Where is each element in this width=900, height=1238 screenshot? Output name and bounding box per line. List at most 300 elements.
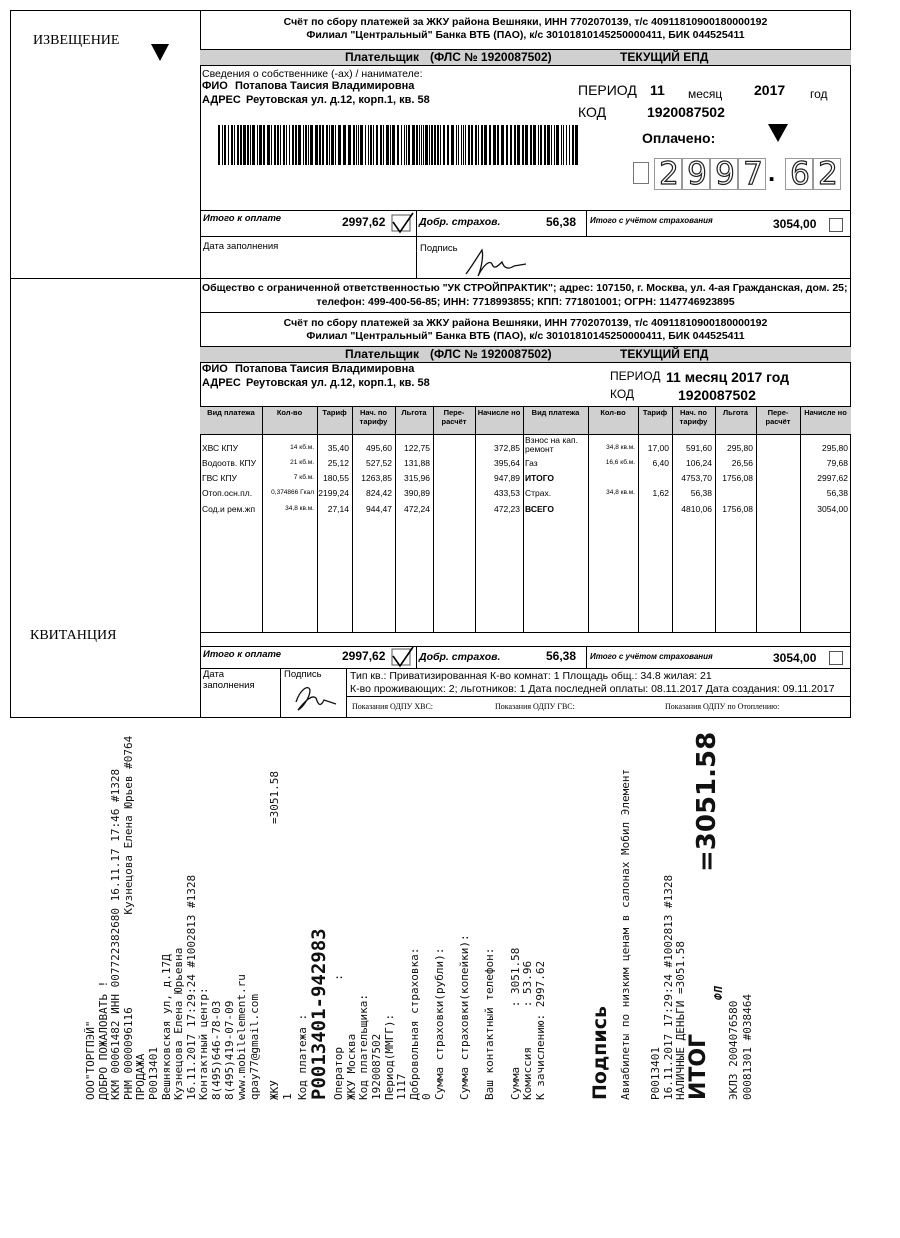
receipt-period-value: 11 месяц 2017 год	[666, 369, 790, 385]
table-column-divider	[262, 406, 263, 632]
table-column-divider	[800, 406, 801, 632]
barcode-bar	[530, 125, 532, 165]
table-cell-tariff: 25,12	[327, 458, 349, 468]
cash-receipt-line: 8(495)646-78-03	[210, 1000, 223, 1100]
cash-receipt-ad: Авиабилеты по низким ценам в салонах Мобил Элемент	[619, 768, 632, 1100]
barcode-bar	[475, 125, 477, 165]
cash-receipt-line: 16.11.2017 17:29:24 #1002813 #1328	[184, 874, 198, 1100]
table-column-divider	[672, 406, 673, 632]
receipt-code-value: 1920087502	[678, 387, 756, 403]
table-cell-name: Водоотв. КПУ	[202, 458, 257, 468]
cash-receipt-detail: ЖКУ Москва	[344, 1033, 358, 1100]
table-cell-qty: 16,6 кб.м.	[605, 459, 635, 466]
barcode-bar	[514, 125, 516, 165]
table-header-cell: Льгота	[722, 408, 749, 417]
table-header-cell: Кол-во	[276, 408, 303, 417]
table-border	[200, 632, 851, 633]
barcode-bar	[224, 125, 226, 165]
barcode-bar	[506, 125, 508, 165]
table-cell-benefit: 295,80	[727, 443, 753, 453]
barcode-bar	[280, 125, 281, 165]
receipt-total-value: 2997,62	[342, 649, 386, 663]
divider	[200, 236, 851, 237]
table-cell-accrued: 824,42	[366, 488, 392, 498]
table-cell-charged: 395,64	[494, 458, 520, 468]
barcode-bar	[348, 125, 351, 165]
table-cell-benefit: 26,56	[731, 458, 753, 468]
fio-label: ФИО	[202, 80, 228, 92]
barcode-bar	[468, 125, 470, 165]
barcode-bar	[463, 125, 464, 165]
barcode-bar	[443, 125, 445, 165]
cash-receipt-detail: Добровольная страховка:	[407, 947, 421, 1100]
cash-receipt-jku-qty: 1	[281, 1093, 294, 1100]
cash-receipt-line: 8(495)419-07-09	[222, 1000, 236, 1100]
barcode-bar	[331, 125, 334, 165]
cash-receipt-line: Контактный центр:	[197, 987, 211, 1100]
checkbox	[829, 651, 843, 665]
table-cell-qty: 7 кб.м.	[293, 474, 314, 481]
barcode-bar	[295, 125, 297, 165]
cash-receipt-total-label: ИТОГ	[686, 1033, 711, 1100]
barcode-bar	[544, 125, 546, 165]
barcode-bar	[252, 125, 255, 165]
barcode-bar	[283, 125, 285, 165]
table-cell-charged: 372,85	[494, 443, 520, 453]
barcode-bar	[390, 125, 391, 165]
table-header-cell: Кол-во	[600, 408, 626, 417]
barcode-bar	[380, 125, 382, 165]
total-with-insurance-value: 3054,00	[773, 217, 817, 231]
barcode-bar	[569, 125, 570, 165]
divider	[200, 210, 851, 211]
barcode-bar	[358, 125, 359, 165]
period-label: ПЕРИОД	[578, 82, 637, 98]
cash-receipt-detail: Сумма : 3051.58	[508, 947, 522, 1100]
table-cell-accrued: 527,52	[366, 458, 392, 468]
receipt-payer-header: Плательщик	[345, 347, 419, 361]
barcode-bar	[429, 125, 430, 165]
paid-digit: 2	[659, 156, 679, 192]
barcode	[218, 125, 580, 165]
divider	[586, 210, 587, 236]
table-cell-tariff: 2199,24	[318, 488, 349, 498]
barcode-bar	[447, 125, 449, 165]
table-cell-name: ВСЕГО	[525, 504, 554, 514]
barcode-bar	[556, 125, 559, 165]
barcode-bar	[231, 125, 233, 165]
barcode-bar	[489, 125, 491, 165]
signature-image	[290, 682, 340, 714]
barcode-bar	[222, 125, 223, 165]
barcode-bar	[383, 125, 384, 165]
table-cell-name: Страх.	[525, 488, 552, 498]
charges-table	[200, 406, 851, 632]
divider	[200, 646, 851, 647]
barcode-bar	[335, 125, 336, 165]
table-border	[200, 406, 851, 407]
barcode-bar	[538, 125, 539, 165]
table-cell-tariff: 6,40	[652, 458, 669, 468]
cash-receipt-code: P0013401-942983	[308, 928, 331, 1100]
table-cell-qty: 34,8 кв.м.	[606, 489, 635, 496]
barcode-bar	[322, 125, 324, 165]
barcode-bar	[228, 125, 229, 165]
barcode-bar	[259, 125, 262, 165]
current-epd: ТЕКУЩИЙ ЕПД	[620, 50, 709, 64]
table-cell-tariff: 1,62	[652, 488, 669, 498]
table-cell-accrued: 56,38	[690, 488, 712, 498]
table-cell-accrued: 1263,85	[361, 473, 392, 483]
table-header-cell: Тариф	[642, 408, 668, 417]
barcode-bar	[319, 125, 321, 165]
barcode-bar	[243, 125, 246, 165]
receipt-fio-value: Потапова Таисия Владимировна	[235, 363, 415, 375]
paid-digit: 9	[687, 156, 707, 192]
barcode-bar	[551, 125, 552, 165]
cash-receipt-line: ДОБРО ПОЖАЛОВАТЬ !	[96, 980, 110, 1100]
barcode-bar	[303, 125, 304, 165]
barcode-bar	[478, 125, 479, 165]
barcode-bar	[240, 125, 242, 165]
barcode-bar	[540, 125, 542, 165]
table-header-cell: Вид платежа	[531, 408, 580, 417]
cash-receipt-detail: Комиссия : 53.96	[521, 960, 535, 1100]
month-label: месяц	[688, 87, 723, 101]
barcode-bar	[247, 125, 249, 165]
bank-line-1: Счёт по сбору платежей за ЖКУ района Вешняки, ИНН 7702070139, т/с 40911810900180000192	[283, 16, 768, 28]
barcode-bar	[376, 125, 378, 165]
address-value: Реутовская ул. д.12, корп.1, кв. 58	[246, 94, 430, 106]
code-label: КОД	[578, 104, 607, 120]
table-header-cell: Вид платежа	[207, 408, 255, 417]
barcode-bar	[493, 125, 496, 165]
signature-label: Подпись	[420, 243, 458, 254]
cash-receipt-line: qpay77@gmail.com	[247, 994, 261, 1100]
barcode-bar	[271, 125, 272, 165]
barcode-bar	[416, 125, 418, 165]
barcode-bar	[274, 125, 276, 165]
barcode-bar	[386, 125, 389, 165]
barcode-bar	[368, 125, 369, 165]
barcode-bar	[397, 125, 399, 165]
barcode-bar	[365, 125, 366, 165]
receipt-address-label: АДРЕС	[202, 377, 241, 389]
checkbox	[829, 218, 843, 232]
table-cell-tariff: 17,00	[647, 443, 669, 453]
table-cell-accrued: 4810,06	[681, 504, 712, 514]
paid-digit: 6	[790, 156, 810, 192]
table-cell-charged: 947,89	[494, 473, 520, 483]
barcode-bar	[431, 125, 433, 165]
table-cell-name: Сод.и рем.жп	[202, 504, 256, 514]
barcode-bar	[343, 125, 346, 165]
cash-receipt-eklz-2: 00081301 #038464	[741, 994, 754, 1100]
receipt-insurance-value: 56,38	[546, 649, 577, 663]
arrow-down-icon	[151, 44, 169, 61]
divider	[200, 312, 851, 313]
cash-receipt-detail: Ваш контактный телефон:	[483, 947, 497, 1100]
barcode-bar	[419, 125, 420, 165]
cash-receipt-line: НАЛИЧНЫЕ ДЕНЬГИ =3051.58	[674, 941, 688, 1100]
cash-receipt-line: ООО"ТОРГПЭЙ"	[84, 1020, 97, 1100]
receipt-label: КВИТАНЦИЯ	[30, 628, 117, 643]
barcode-bar	[423, 125, 424, 165]
cash-receipt-detail: 0	[420, 1093, 434, 1100]
company-line-1: Общество с ограниченной ответственностью "УК СТРОЙПРАКТИК"; адрес: 107150, г. Москва, ул. 4-ая Гражданская, дом. 25;	[202, 282, 848, 294]
cash-receipt-line: РНМ 0000096116 Кузнецова Елена Юрьев #0764	[121, 735, 135, 1100]
odpu-heating: Показания ОДПУ по Отоплению:	[665, 702, 780, 711]
table-column-divider	[588, 406, 589, 632]
receipt-insurance-label: Добр. страхов.	[419, 651, 501, 663]
table-header-cell: Начисле но	[804, 408, 847, 417]
total-label: Итого к оплате	[203, 213, 282, 224]
table-column-divider	[475, 406, 476, 632]
paid-digit: 9	[715, 156, 735, 192]
cash-receipt-eklz: ЭКЛЗ 2004076580	[727, 1000, 740, 1100]
table-cell-name: ИТОГО	[525, 473, 555, 483]
barcode-bar	[218, 125, 220, 165]
signature-image	[462, 248, 532, 278]
paid-label: Оплачено:	[642, 130, 716, 146]
table-header-cell: Нач. по тарифу	[679, 408, 708, 426]
barcode-bar	[286, 125, 287, 165]
barcode-bar	[406, 125, 407, 165]
table-column-divider	[395, 406, 396, 632]
table-header-cell: Пере-расчёт	[765, 408, 791, 426]
barcode-bar	[440, 125, 441, 165]
table-cell-benefit: 315,96	[404, 473, 430, 483]
table-cell-benefit: 1756,08	[722, 504, 753, 514]
cash-receipt-detail: К зачислению: 2997.62	[533, 960, 547, 1100]
table-cell-charged: 3054,00	[817, 504, 848, 514]
table-column-divider	[523, 406, 524, 632]
table-cell-accrued: 106,24	[686, 458, 712, 468]
barcode-bar	[315, 125, 318, 165]
divider	[586, 646, 587, 668]
table-header-cell: Пере-расчёт	[441, 408, 467, 426]
barcode-bar	[292, 125, 294, 165]
barcode-bar	[404, 125, 405, 165]
barcode-bar	[481, 125, 483, 165]
receipt-signature-label: Подпись	[284, 669, 322, 680]
table-column-divider	[715, 406, 716, 632]
notice-label: ИЗВЕЩЕНИЕ	[33, 33, 120, 48]
receipt-bank-line-1: Счёт по сбору платежей за ЖКУ района Вешняки, ИНН 7702070139, т/с 40911810900180000192	[283, 317, 768, 329]
barcode-bar	[263, 125, 265, 165]
barcode-bar	[554, 125, 555, 165]
table-cell-benefit: 122,75	[404, 443, 430, 453]
paid-digit: 7	[743, 156, 763, 192]
insurance-label: Добр. страхов.	[419, 216, 501, 228]
divider	[416, 210, 417, 278]
year-label: год	[810, 87, 828, 101]
table-cell-qty: 34,8 кв.м.	[285, 505, 314, 512]
barcode-bar	[572, 125, 574, 165]
barcode-bar	[310, 125, 313, 165]
checkmark-icon	[390, 212, 414, 234]
table-cell-tariff: 27,14	[327, 504, 349, 514]
barcode-bar	[458, 125, 459, 165]
code-value: 1920087502	[647, 104, 725, 120]
barcode-bar	[522, 125, 524, 165]
barcode-bar	[461, 125, 462, 165]
barcode-bar	[360, 125, 363, 165]
table-column-divider	[638, 406, 639, 632]
barcode-bar	[525, 125, 528, 165]
odpu-hvs: Показания ОДПУ ХВС:	[352, 702, 433, 711]
cash-receipt-line: P0013401	[147, 1047, 160, 1100]
barcode-bar	[484, 125, 487, 165]
table-cell-accrued: 495,60	[366, 443, 392, 453]
checkmark-icon	[390, 646, 414, 668]
table-cell-benefit: 472,24	[404, 504, 430, 514]
receipt-fill-date-label: Дата заполнения	[203, 669, 255, 691]
payer-header: Плательщик	[345, 50, 419, 64]
table-cell-charged: 79,68	[826, 458, 848, 468]
barcode-bar	[510, 125, 512, 165]
cash-receipt-line: P0013401	[649, 1047, 662, 1100]
apartment-info-2: К-во проживающих: 2; льготников: 1 Дата последней оплаты: 08.11.2017 Дата создания: 09.11.2017	[350, 683, 835, 695]
table-cell-charged: 2997,62	[817, 473, 848, 483]
cash-receipt-detail: Сумма страховки(рубли):	[433, 947, 446, 1100]
barcode-bar	[412, 125, 415, 165]
cash-receipt-signature: Подпись	[589, 1005, 611, 1100]
receipt-period-label: ПЕРИОД	[610, 369, 661, 383]
cash-receipt-detail: 1117	[395, 1073, 409, 1100]
divider	[346, 696, 851, 697]
divider	[280, 668, 281, 718]
barcode-bar	[370, 125, 372, 165]
receipt-total-with-insurance-label: Итого с учётом страхования	[590, 652, 713, 661]
table-cell-accrued: 944,47	[366, 504, 392, 514]
bank-line-2: Филиал "Центральный" Банка ВТБ (ПАО), к/с 30101810145250000411, БИК 044525411	[306, 29, 745, 41]
cash-receipt-detail: Оператор :	[332, 974, 346, 1100]
period-year: 2017	[754, 82, 786, 98]
table-column-divider	[433, 406, 434, 632]
cash-receipt-detail: Период(ММГГ):	[382, 1013, 396, 1100]
table-cell-name: Взнос на кап. ремонт	[525, 435, 578, 454]
paid-decimal-point: .	[768, 157, 776, 187]
barcode-bar	[497, 125, 499, 165]
table-cell-tariff: 35,40	[327, 443, 349, 453]
table-cell-benefit: 131,88	[404, 458, 430, 468]
cash-receipt-line: Кузнецова Елена Юрьевна	[172, 947, 186, 1100]
barcode-bar	[353, 125, 355, 165]
table-cell-name: ГВС КПУ	[202, 473, 237, 483]
cash-receipt-line: ПРОДАЖА	[134, 1053, 148, 1100]
barcode-bar	[575, 125, 578, 165]
barcode-bar	[277, 125, 279, 165]
cash-receipt-code-label: Код платежа :	[295, 1013, 309, 1100]
barcode-bar	[434, 125, 436, 165]
table-cell-charged: 295,80	[822, 443, 848, 453]
divider	[346, 668, 347, 718]
table-cell-name: Отоп.осн.пл.	[202, 488, 253, 498]
cash-receipt-jku-sum: =3051.58	[268, 771, 282, 824]
table-column-divider	[352, 406, 353, 632]
cash-receipt-line: www.mobilelement.ru	[235, 974, 249, 1100]
paid-box-empty	[633, 162, 649, 184]
cash-receipt-jku: ЖКУ	[268, 1080, 282, 1100]
divider	[416, 646, 417, 668]
table-cell-benefit: 1756,08	[722, 473, 753, 483]
owner-info-label: Сведения о собственнике (-ах) / нанимателе:	[202, 68, 423, 80]
barcode-bar	[451, 125, 454, 165]
barcode-bar	[471, 125, 473, 165]
table-cell-qty: 34,8 кв.м.	[606, 444, 635, 451]
total-value: 2997,62	[342, 215, 386, 229]
receipt-fio-label: ФИО	[202, 363, 228, 375]
table-cell-tariff: 180,55	[323, 473, 349, 483]
barcode-bar	[501, 125, 504, 165]
barcode-bar	[234, 125, 235, 165]
table-cell-qty: 0,374866 Гкал	[271, 489, 314, 496]
table-header-cell: Нач. по тарифу	[359, 408, 388, 426]
table-column-divider	[756, 406, 757, 632]
table-header-cell: Льгота	[401, 408, 427, 417]
receipt-address-value: Реутовская ул. д.12, корп.1, кв. 58	[246, 377, 430, 389]
table-column-divider	[317, 406, 318, 632]
barcode-bar	[267, 125, 270, 165]
barcode-bar	[308, 125, 309, 165]
barcode-bar	[408, 125, 410, 165]
cash-receipt-line: ККМ 00061482 ИНН 007722382680 16.11.17 17:46 #1328	[109, 768, 123, 1100]
barcode-bar	[563, 125, 564, 165]
table-cell-accrued: 591,60	[686, 443, 712, 453]
cash-receipt-total: =3051.58	[692, 731, 722, 872]
apartment-info-1: Тип кв.: Приватизированная К-во комнат: 1 Площадь общ.: 34.8 жилая: 21	[350, 670, 712, 682]
barcode-bar	[566, 125, 567, 165]
receipt-code-label: КОД	[610, 387, 635, 401]
barcode-bar	[392, 125, 395, 165]
barcode-bar	[401, 125, 402, 165]
barcode-bar	[257, 125, 258, 165]
divider-notice-receipt	[10, 278, 851, 279]
barcode-bar	[298, 125, 301, 165]
paid-digit: 2	[818, 156, 838, 192]
table-cell-charged: 56,38	[826, 488, 848, 498]
table-cell-charged: 472,23	[494, 504, 520, 514]
barcode-bar	[561, 125, 562, 165]
cash-receipt-line: 16.11.2017 17:29:24 #1002813 #1328	[661, 874, 675, 1100]
barcode-bar	[250, 125, 251, 165]
barcode-bar	[533, 125, 536, 165]
barcode-bar	[338, 125, 341, 165]
period-month-num: 11	[650, 82, 665, 98]
barcode-bar	[425, 125, 428, 165]
barcode-bar	[373, 125, 374, 165]
odpu-gvs: Показания ОДПУ ГВС:	[495, 702, 575, 711]
barcode-bar	[305, 125, 307, 165]
company-line-2: телефон: 499-400-56-85; ИНН: 7718993855; КПП: 771801001; ОГРН: 1147746923895	[316, 296, 735, 308]
cash-receipt-fp: ФП	[712, 986, 725, 1000]
barcode-bar	[329, 125, 330, 165]
fio-value: Потапова Таисия Владимировна	[235, 80, 415, 92]
table-cell-benefit: 390,89	[404, 488, 430, 498]
table-cell-name: ХВС КПУ	[202, 443, 239, 453]
receipt-current-epd: ТЕКУЩИЙ ЕПД	[620, 347, 709, 361]
table-cell-qty: 21 кб.м.	[290, 459, 314, 466]
table-cell-name: Газ	[525, 458, 538, 468]
barcode-bar	[289, 125, 290, 165]
table-header-cell: Начисле но	[477, 408, 521, 417]
table-header-cell: Тариф	[322, 408, 347, 417]
fls-number: (ФЛС № 1920087502)	[430, 50, 552, 64]
barcode-bar	[237, 125, 239, 165]
cash-receipt-detail: Код плательщика:	[357, 994, 371, 1100]
cash-receipt-line: Вешняковская ул, д.17Д	[159, 954, 173, 1100]
